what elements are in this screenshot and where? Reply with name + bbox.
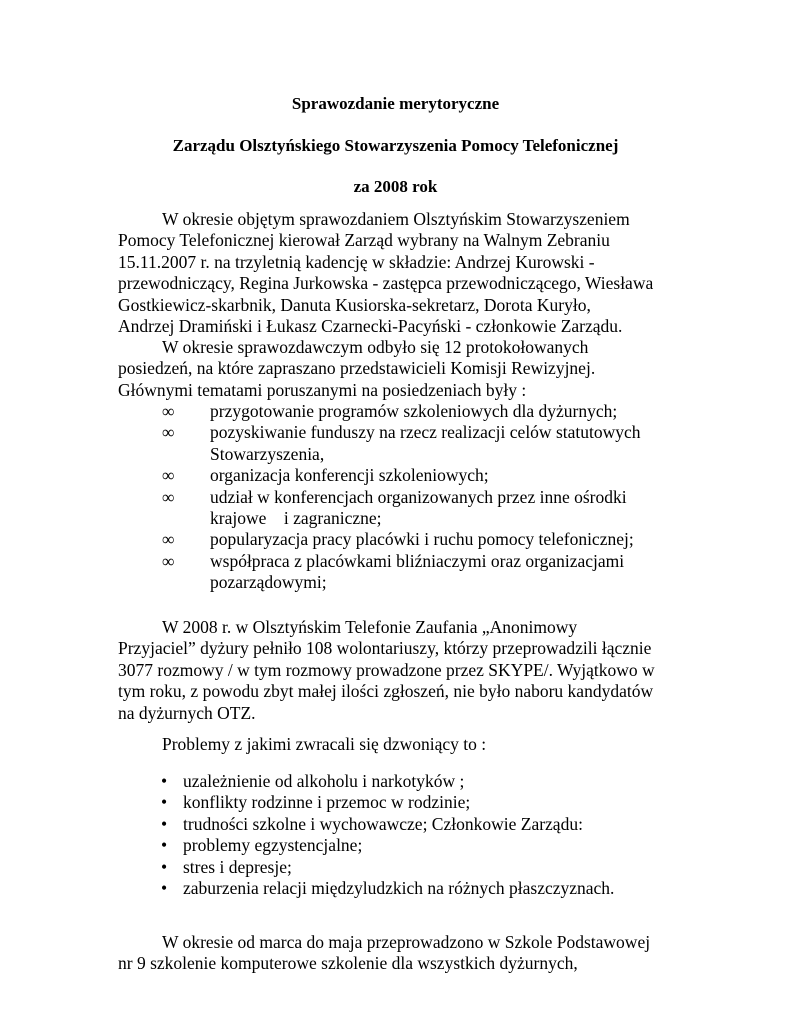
document-subtitle: Zarządu Olsztyńskiego Stowarzyszenia Pomocy Telefonicznej xyxy=(172,136,619,155)
list-item: • stres i depresje; xyxy=(161,856,292,877)
paragraph-line: 3077 rozmowy / w tym rozmowy prowadzone przez SKYPE/. Wyjątkowo w xyxy=(118,659,655,680)
paragraph-line: na dyżurnych OTZ. xyxy=(118,702,256,723)
list-item: ∞ udział w konferencjach organizowanych przez inne ośrodki krajowe i zagraniczne; xyxy=(162,486,627,529)
bullet-icon: • xyxy=(161,835,168,856)
bullet-icon: • xyxy=(161,771,168,791)
document-title: Sprawozdanie merytoryczne xyxy=(291,94,500,113)
paragraph-line: Przyjaciel” dyżury pełniło 108 wolontariuszy, którzy przeprowadzili łącznie xyxy=(118,638,652,659)
list-item: ∞ przygotowanie programów szkoleniowych dla dyżurnych; xyxy=(162,401,618,421)
list-item: • trudności szkolne i wychowawcze; Członkowie Zarządu: xyxy=(161,813,583,834)
paragraph-line: nr 9 szkolenie komputerowe szkolenie dla wszystkich dyżurnych, xyxy=(118,953,578,974)
bullet-icon: • xyxy=(161,856,168,877)
paragraph-line: przewodniczący, Regina Jurkowska - zastępca przewodniczącego, Wiesława xyxy=(118,273,654,294)
paragraph-line: tym roku, z powodu zbyt małej ilości zgłoszeń, nie było naboru kandydatów xyxy=(118,681,654,702)
paragraph-line: posiedzeń, na które zapraszano przedstawicieli Komisji Rewizyjnej. xyxy=(118,358,596,379)
list-item: ∞ współpraca z placówkami bliźniaczymi oraz organizacjami pozarządowymi; xyxy=(162,550,625,593)
list-item: ∞ organizacja konferencji szkoleniowych; xyxy=(162,465,489,486)
paragraph-line: 15.11.2007 r. na trzyletnią kadencję w składzie: Andrzej Kurowski - xyxy=(118,251,595,272)
list-item: • zaburzenia relacji międzyludzkich na różnych płaszczyznach. xyxy=(161,878,615,899)
list-item: • uzależnienie od alkoholu i narkotyków ; xyxy=(161,771,465,791)
paragraph-training xyxy=(118,932,678,975)
paragraph-meetings xyxy=(118,337,678,401)
paragraph-line: Gostkiewicz-skarbnik, Danuta Kusiorska-sekretarz, Dorota Kuryło, xyxy=(118,294,591,315)
list-item: • konflikty rodzinne i przemoc w rodzinie; xyxy=(161,792,471,813)
list-item: ∞ popularyzacja pracy placówki i ruchu pomocy telefonicznej; xyxy=(162,529,634,550)
paragraph-volunteers xyxy=(118,617,678,724)
paragraph-line: Andrzej Dramiński i Łukasz Czarnecki-Pacyński - członkowie Zarządu. xyxy=(118,316,623,337)
paragraph-board-composition xyxy=(118,209,678,337)
infinity-bullet-icon: ∞ xyxy=(162,465,175,486)
paragraph-problems-intro xyxy=(118,734,678,755)
paragraph-line: Głównymi tematami poruszanymi na posiedzeniach były : xyxy=(118,379,527,400)
paragraph-line: W okresie sprawozdawczym odbyło się 12 protokołowanych xyxy=(162,337,589,357)
list-item: ∞ pozyskiwanie funduszy na rzecz realizacji celów statutowych Stowarzyszenia, xyxy=(162,422,641,464)
paragraph-line: Pomocy Telefonicznej kierował Zarząd wybrany na Walnym Zebraniu xyxy=(118,230,610,251)
paragraph-line: W okresie od marca do maja przeprowadzono w Szkole Podstawowej xyxy=(162,932,651,952)
topics-list xyxy=(0,401,791,594)
infinity-bullet-icon: ∞ xyxy=(162,550,175,571)
bullet-icon: • xyxy=(161,792,168,813)
paragraph-line: W okresie objętym sprawozdaniem Olsztyńskim Stowarzyszeniem xyxy=(162,209,630,229)
bullet-icon: • xyxy=(161,813,168,834)
infinity-bullet-icon: ∞ xyxy=(162,422,175,443)
infinity-bullet-icon: ∞ xyxy=(162,529,175,550)
paragraph-line: W 2008 r. w Olsztyńskim Telefonie Zaufania „Anonimowy xyxy=(162,617,578,637)
document-year: za 2008 rok xyxy=(353,177,438,196)
paragraph-line: Problemy z jakimi zwracali się dzwoniący to : xyxy=(162,734,487,754)
bullet-icon: • xyxy=(161,878,168,899)
list-item: • problemy egzystencjalne; xyxy=(161,835,363,856)
infinity-bullet-icon: ∞ xyxy=(162,401,175,421)
infinity-bullet-icon: ∞ xyxy=(162,486,175,507)
problems-list xyxy=(0,771,791,899)
